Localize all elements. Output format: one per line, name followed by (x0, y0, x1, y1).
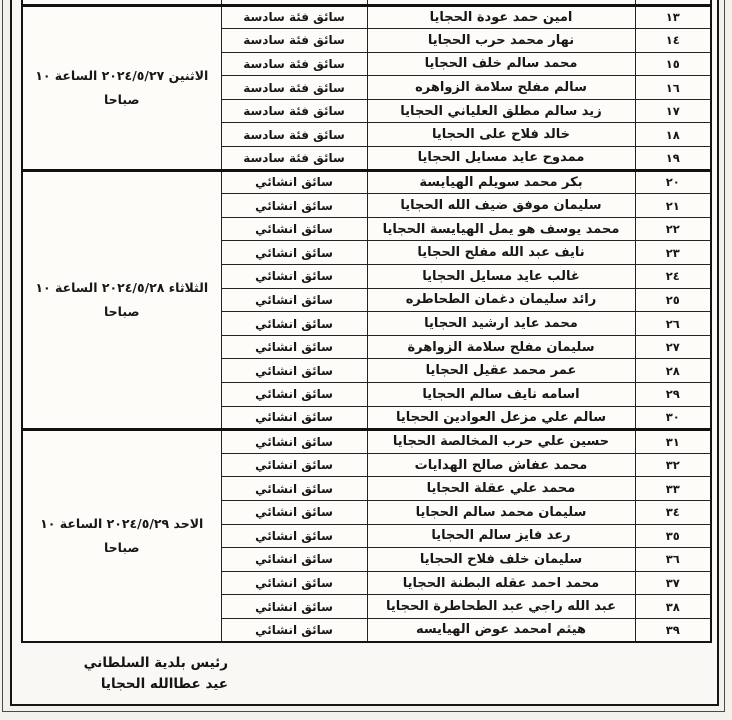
person-name-cell: عبد الله راجي عبد الطحاطرة الحجايا (367, 595, 635, 619)
person-name-cell: محمد عفاش صالح الهدايات (367, 453, 635, 477)
serial-number-cell: ٣٧ (635, 571, 711, 595)
job-title-cell: سائق انشائي (221, 335, 367, 359)
job-title-cell: سائق انشائي (221, 524, 367, 548)
person-name-cell: امين حمد عودة الحجايا (367, 5, 635, 29)
table-row (22, 430, 711, 454)
serial-number-cell: ٢٨ (635, 359, 711, 383)
person-name-cell: رائد سليمان دغمان الطحاطره (367, 288, 635, 312)
person-name-cell: بكر محمد سويلم الهيايسة (367, 170, 635, 194)
appointment-date-cell (22, 430, 221, 642)
table-row (22, 170, 711, 194)
job-title-cell: سائق انشائي (221, 618, 367, 642)
person-name-cell: هيثم امحمد عوض الهيايسه (367, 618, 635, 642)
serial-number-cell: ١٨ (635, 123, 711, 147)
appointment-date-line1: الاحد ٢٠٢٤/٥/٢٩ الساعة ١٠ (40, 516, 204, 532)
person-name-cell: محمد يوسف هو يمل الهيايسة الحجايا (367, 217, 635, 241)
serial-number-cell: ٣٤ (635, 500, 711, 524)
job-title-cell: سائق فئة سادسة (221, 76, 367, 100)
person-name-cell: خالد فلاح على الحجايا (367, 123, 635, 147)
person-name-cell: محمد احمد عقله البطنة الحجايا (367, 571, 635, 595)
appointment-date-line1: الاثنين ٢٠٢٤/٥/٢٧ الساعة ١٠ (35, 67, 209, 83)
job-title-cell: سائق انشائي (221, 430, 367, 454)
job-title-cell: سائق انشائي (221, 312, 367, 336)
job-title-cell: سائق انشائي (221, 548, 367, 572)
person-name-cell: رعد فايز سالم الحجايا (367, 524, 635, 548)
serial-number-cell: ١٤ (635, 29, 711, 53)
person-name-cell: سليمان موفق ضيف الله الحجايا (367, 194, 635, 218)
appointment-date-cell (22, 170, 221, 430)
person-name-cell: سالم علي مزعل العوادين الحجايا (367, 406, 635, 430)
person-name-cell: سالم مفلح سلامة الزواهره (367, 76, 635, 100)
appointment-date-line1: الثلاثاء ٢٠٢٤/٥/٢٨ الساعة ١٠ (35, 280, 209, 296)
person-name-cell: عمر محمد عقيل الحجايا (367, 359, 635, 383)
serial-number-cell: ٢٣ (635, 241, 711, 265)
serial-number-cell: ٢٤ (635, 265, 711, 289)
person-name-cell: محمد سالم خلف الحجايا (367, 52, 635, 76)
job-title-cell: سائق انشائي (221, 406, 367, 430)
serial-number-cell: ٢٥ (635, 288, 711, 312)
serial-number-cell: ٣٨ (635, 595, 711, 619)
person-name-cell: اسامه نايف سالم الحجايا (367, 383, 635, 407)
serial-number-cell: ٣١ (635, 430, 711, 454)
job-title-cell: سائق انشائي (221, 170, 367, 194)
appointment-date-cell (22, 5, 221, 170)
person-name-cell: محمد علي عقلة الحجايا (367, 477, 635, 501)
job-title-cell: سائق انشائي (221, 265, 367, 289)
job-title-cell: سائق فئة سادسة (221, 29, 367, 53)
person-name-cell: نايف عبد الله مفلح الحجايا (367, 241, 635, 265)
job-title-cell: سائق انشائي (221, 359, 367, 383)
roster-table-body (22, 0, 711, 642)
job-title-cell: سائق انشائي (221, 453, 367, 477)
signature-name: عيد عطاالله الحجايا (100, 675, 228, 692)
person-name-cell: محمد عايد ارشيد الحجايا (367, 312, 635, 336)
person-name-cell: سليمان خلف فلاح الحجايا (367, 548, 635, 572)
appointment-date-line2: صباحا (103, 540, 140, 556)
job-title-cell: سائق انشائي (221, 500, 367, 524)
job-title-cell: سائق فئة سادسة (221, 147, 367, 171)
serial-number-cell: ٣٩ (635, 618, 711, 642)
job-title-cell: سائق فئة سادسة (221, 99, 367, 123)
person-name-cell: سليمان مفلح سلامة الزواهرة (367, 335, 635, 359)
person-name-cell: ممدوح عايد مسايل الحجايا (367, 147, 635, 171)
serial-number-cell: ١٩ (635, 147, 711, 171)
person-name-cell: سليمان محمد سالم الحجايا (367, 500, 635, 524)
serial-number-cell: ١٥ (635, 52, 711, 76)
appointment-date-line2: صباحا (103, 303, 140, 319)
job-title-cell: سائق انشائي (221, 383, 367, 407)
table-row (22, 5, 711, 29)
signature-title: رئيس بلدية السلطاني (83, 655, 228, 671)
job-title-cell: سائق فئة سادسة (221, 5, 367, 29)
serial-number-cell: ٢٦ (635, 312, 711, 336)
person-name-cell: زيد سالم مطلق العلياني الحجايا (367, 99, 635, 123)
serial-number-cell: ٢٢ (635, 217, 711, 241)
job-title-cell: سائق فئة سادسة (221, 52, 367, 76)
serial-number-cell: ٣٣ (635, 477, 711, 501)
serial-number-cell: ٢٠ (635, 170, 711, 194)
job-title-cell: سائق انشائي (221, 288, 367, 312)
job-title-cell: سائق فئة سادسة (221, 123, 367, 147)
job-title-cell: سائق انشائي (221, 241, 367, 265)
serial-number-cell: ٣٥ (635, 524, 711, 548)
serial-number-cell: ٢١ (635, 194, 711, 218)
serial-number-cell: ٣٠ (635, 406, 711, 430)
signature-block (84, 653, 228, 695)
job-title-cell: سائق انشائي (221, 194, 367, 218)
serial-number-cell: ١٣ (635, 5, 711, 29)
appointment-date-line2: صباحا (103, 91, 140, 107)
serial-number-cell: ١٦ (635, 76, 711, 100)
job-title-cell: سائق انشائي (221, 477, 367, 501)
serial-number-cell: ٢٧ (635, 335, 711, 359)
driver-roster-table (21, 0, 712, 643)
person-name-cell: غالب عايد مسايل الحجايا (367, 265, 635, 289)
serial-number-cell: ١٧ (635, 99, 711, 123)
person-name-cell: حسين علي حرب المخالصة الحجايا (367, 430, 635, 454)
serial-number-cell: ٣٢ (635, 453, 711, 477)
serial-number-cell: ٢٩ (635, 383, 711, 407)
person-name-cell: نهار محمد حرب الحجايا (367, 29, 635, 53)
job-title-cell: سائق انشائي (221, 595, 367, 619)
job-title-cell: سائق انشائي (221, 571, 367, 595)
serial-number-cell: ٣٦ (635, 548, 711, 572)
job-title-cell: سائق انشائي (221, 217, 367, 241)
